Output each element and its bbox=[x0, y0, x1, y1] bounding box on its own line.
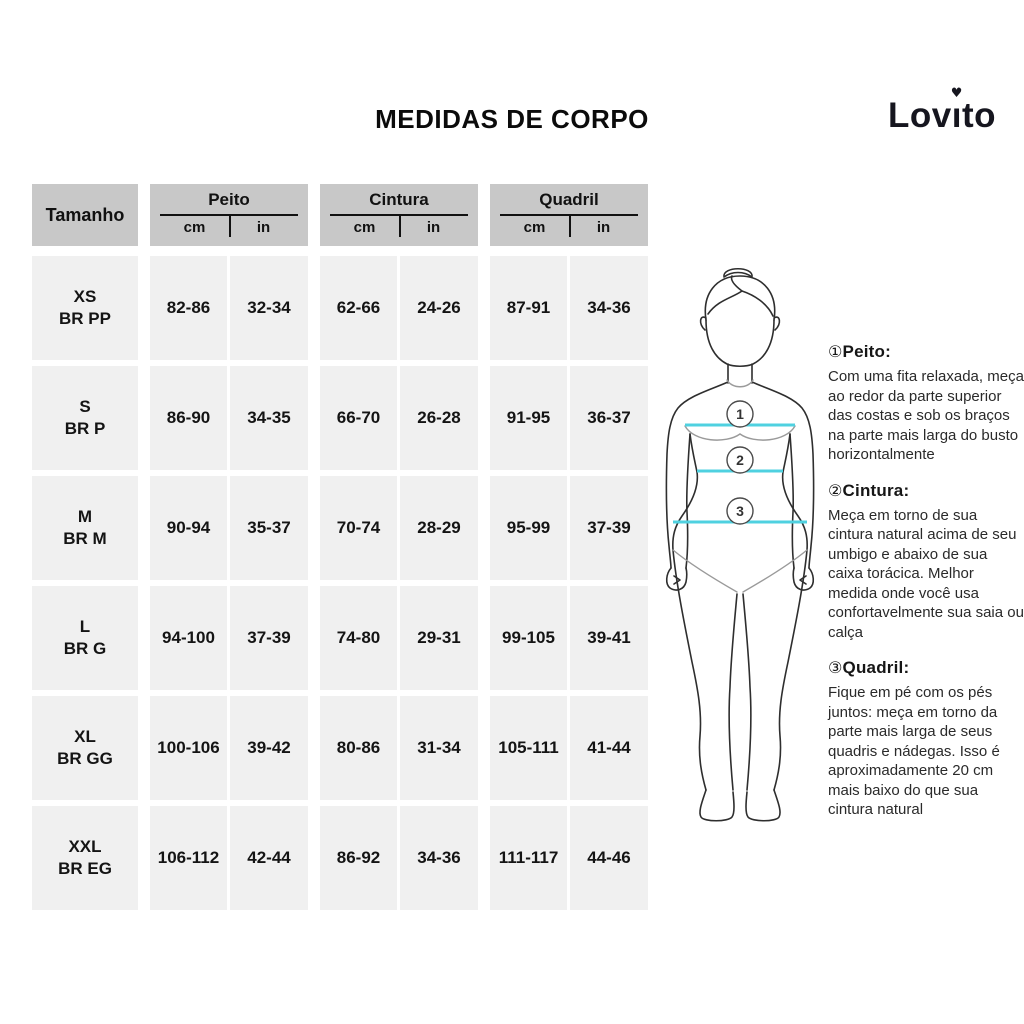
page-title: MEDIDAS DE CORPO bbox=[375, 104, 649, 134]
size-label-br: BR M bbox=[63, 529, 107, 548]
unit-divider bbox=[569, 216, 571, 237]
circled-1-icon: ① bbox=[828, 342, 843, 361]
note-body: Com uma fita relaxada, meça ao redor da parte superior das costas e sob os braços na parte mais larga do busto horizontalmente bbox=[828, 368, 1024, 463]
note-body: Fique em pé com os pés juntos: meça em torno da parte mais larga de seus quadris e nádegas. Isso é aproximadamente 20 cm mais baixo do que sua cintura natural bbox=[828, 684, 1000, 818]
torso-right bbox=[783, 434, 808, 550]
size-cell bbox=[32, 476, 138, 580]
left-leg-outer bbox=[673, 550, 706, 790]
measurement-cell: 105-111 bbox=[490, 696, 567, 800]
measurement-cell: 82-86 bbox=[150, 256, 227, 360]
right-arm-inner bbox=[790, 434, 794, 568]
size-label: L bbox=[79, 616, 91, 636]
note-title: Cintura: bbox=[842, 480, 910, 500]
size-label-br: BR EG bbox=[58, 859, 112, 878]
right-foot bbox=[746, 790, 780, 821]
lovito-logo bbox=[887, 86, 996, 136]
measurement-cell: 36-37 bbox=[570, 366, 648, 470]
unit-cm: cm bbox=[353, 219, 376, 236]
note-quadril bbox=[828, 658, 1024, 820]
column-group-peito bbox=[150, 184, 308, 246]
measurement-cell: 70-74 bbox=[320, 476, 397, 580]
measurement-cell: 34-36 bbox=[570, 256, 648, 360]
measurement-cell: 39-42 bbox=[230, 696, 308, 800]
measurement-cell: 94-100 bbox=[150, 586, 227, 690]
size-label-br: BR P bbox=[64, 419, 106, 438]
measurement-cell: 31-34 bbox=[400, 696, 478, 800]
size-cell bbox=[32, 256, 138, 360]
column-group-quadril bbox=[490, 184, 648, 246]
measurement-cell: 91-95 bbox=[490, 366, 567, 470]
unit-row bbox=[500, 214, 638, 236]
measurement-cell: 87-91 bbox=[490, 256, 567, 360]
measurement-cell: 39-41 bbox=[570, 586, 648, 690]
measurement-cell: 86-92 bbox=[320, 806, 397, 910]
unit-row bbox=[160, 214, 298, 236]
note-heading bbox=[828, 658, 1024, 678]
group-label: Quadril bbox=[539, 190, 599, 209]
measurement-cell: 37-39 bbox=[570, 476, 648, 580]
measurement-cell: 44-46 bbox=[570, 806, 648, 910]
measurement-cell: 74-80 bbox=[320, 586, 397, 690]
bust-curve-right bbox=[740, 426, 795, 440]
logo-letter-i: ı ♥ bbox=[950, 86, 963, 135]
note-cintura bbox=[828, 481, 1024, 643]
measurement-cell: 32-34 bbox=[230, 256, 308, 360]
logo-text-post: to bbox=[961, 96, 996, 135]
measurement-cell: 34-36 bbox=[400, 806, 478, 910]
hair-swoosh-right bbox=[742, 291, 773, 316]
face-outline bbox=[706, 320, 774, 366]
measurement-cell: 42-44 bbox=[230, 806, 308, 910]
collar-line bbox=[727, 380, 753, 387]
torso-left bbox=[673, 434, 698, 550]
unit-row bbox=[330, 214, 468, 236]
panty-line-right bbox=[743, 550, 807, 592]
group-label: Peito bbox=[208, 190, 250, 209]
measurement-cell: 95-99 bbox=[490, 476, 567, 580]
note-heading bbox=[828, 342, 1024, 362]
measurement-cell: 37-39 bbox=[230, 586, 308, 690]
size-label: XL bbox=[74, 726, 96, 746]
unit-cm: cm bbox=[183, 219, 206, 236]
unit-divider bbox=[399, 216, 401, 237]
unit-in: in bbox=[426, 219, 441, 236]
note-body: Meça em torno de sua cintura natural acima de seu umbigo e abaixo de sua caixa torácica. Melhor medida onde você usa confortavelmente sua saia ou calça bbox=[828, 506, 1024, 641]
size-label: XXL bbox=[68, 836, 102, 856]
unit-in: in bbox=[596, 219, 611, 236]
measurement-cell: 90-94 bbox=[150, 476, 227, 580]
measurement-cell: 34-35 bbox=[230, 366, 308, 470]
measurement-cell: 26-28 bbox=[400, 366, 478, 470]
circled-2-icon: ② bbox=[828, 480, 843, 500]
measurement-cell: 35-37 bbox=[230, 476, 308, 580]
size-cell bbox=[32, 586, 138, 690]
measurement-cell: 80-86 bbox=[320, 696, 397, 800]
size-label: S bbox=[79, 396, 91, 416]
body-measurement-figure bbox=[640, 262, 840, 832]
unit-cm: cm bbox=[523, 219, 546, 236]
measurement-cell: 106-112 bbox=[150, 806, 227, 910]
marker-1: 1 bbox=[736, 406, 744, 422]
measurement-cell: 100-106 bbox=[150, 696, 227, 800]
size-label-br: BR PP bbox=[59, 309, 111, 328]
measurement-cell: 62-66 bbox=[320, 256, 397, 360]
note-title: Peito: bbox=[842, 342, 891, 361]
hair-outline bbox=[705, 276, 774, 320]
size-label: XS bbox=[73, 286, 97, 306]
measurement-cell: 29-31 bbox=[400, 586, 478, 690]
note-title: Quadril: bbox=[842, 658, 910, 677]
left-leg-inner bbox=[729, 594, 737, 790]
size-cell bbox=[32, 696, 138, 800]
panty-line-left bbox=[673, 550, 737, 592]
size-label-br: BR GG bbox=[57, 749, 113, 768]
left-arm-inner bbox=[686, 434, 690, 568]
measurement-cell: 66-70 bbox=[320, 366, 397, 470]
size-cell bbox=[32, 366, 138, 470]
size-cell bbox=[32, 806, 138, 910]
unit-in: in bbox=[256, 219, 271, 236]
right-leg-outer bbox=[774, 550, 807, 790]
measurement-cell: 24-26 bbox=[400, 256, 478, 360]
size-label: M bbox=[77, 506, 93, 526]
measurement-cell: 28-29 bbox=[400, 476, 478, 580]
bust-curve-left bbox=[685, 426, 740, 440]
measurement-cell: 41-44 bbox=[570, 696, 648, 800]
size-label-br: BR G bbox=[63, 639, 107, 658]
measurement-cell: 86-90 bbox=[150, 366, 227, 470]
circled-3-icon: ③ bbox=[828, 658, 843, 677]
measurement-notes bbox=[828, 342, 1024, 836]
note-heading bbox=[828, 481, 1024, 501]
logo-text-pre: Lov bbox=[887, 96, 952, 135]
marker-3: 3 bbox=[736, 503, 744, 519]
note-peito bbox=[828, 342, 1024, 465]
left-foot bbox=[700, 790, 734, 821]
heart-icon: ♥ bbox=[950, 86, 963, 101]
unit-divider bbox=[229, 216, 231, 237]
column-header-tamanho: Tamanho bbox=[32, 184, 138, 246]
marker-2: 2 bbox=[736, 452, 744, 468]
measurement-cell: 111-117 bbox=[490, 806, 567, 910]
measurement-cell: 99-105 bbox=[490, 586, 567, 690]
group-label: Cintura bbox=[369, 190, 429, 209]
hair-swoosh bbox=[708, 276, 742, 314]
right-leg-inner bbox=[743, 594, 751, 790]
column-group-cintura bbox=[320, 184, 478, 246]
